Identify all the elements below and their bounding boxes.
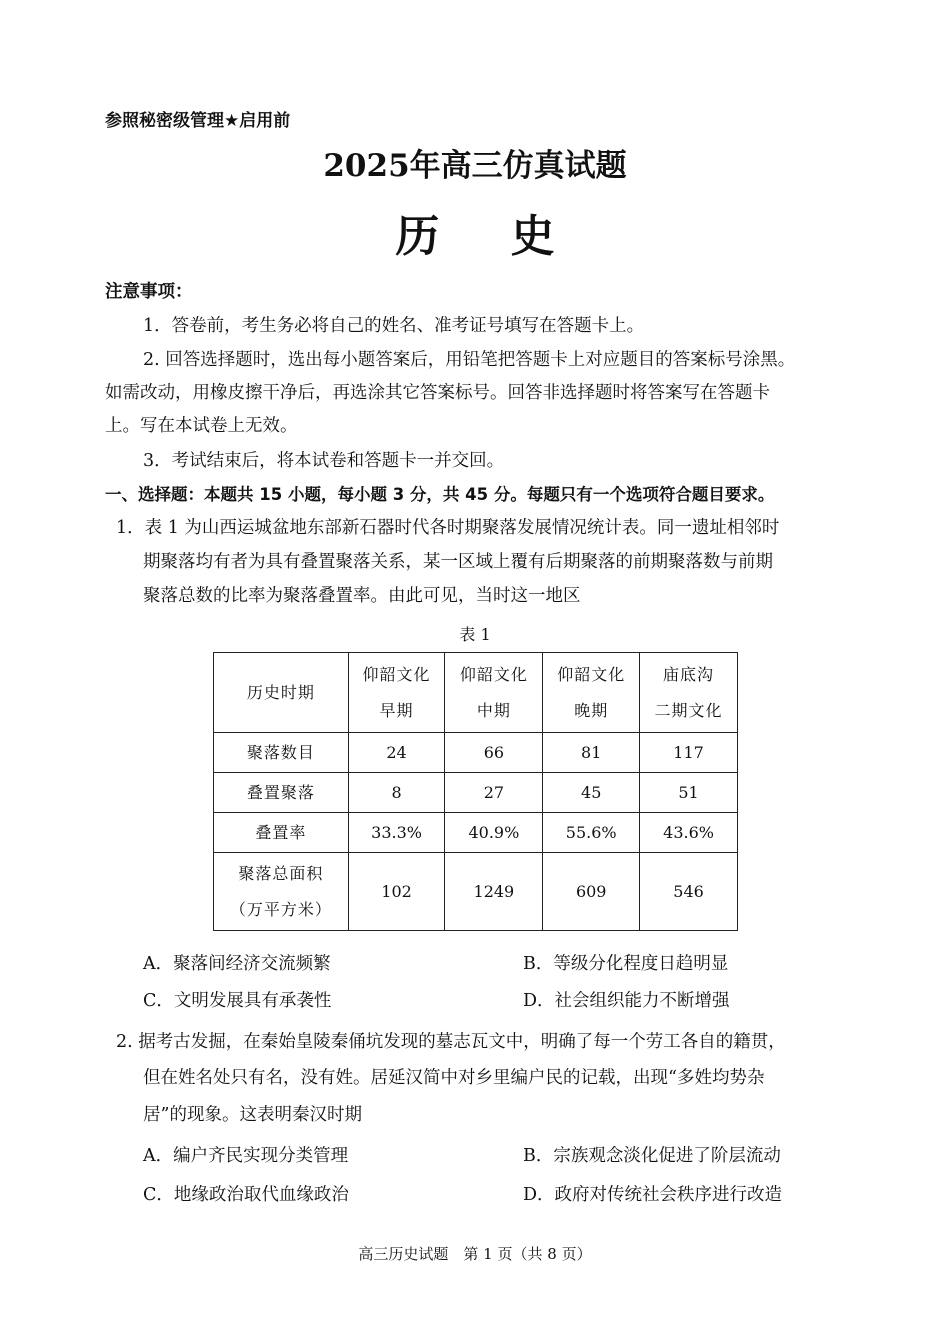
table-cell: 546 (640, 853, 738, 931)
table-cell: 43.6% (640, 813, 738, 853)
exam-title: 2025年高三仿真试题 (323, 148, 627, 184)
q2-stem-line1: 2. 据考古发掘，在秦始皇陵秦俑坑发现的墓志瓦文中，明确了每一个劳工各自的籍贯， (116, 1032, 786, 1052)
row-label: 聚落数目 (214, 733, 349, 773)
table-row (214, 773, 738, 813)
table-cell: 27 (445, 773, 543, 813)
table-cell: 81 (543, 733, 640, 773)
header-middle-yangshao: 仰韶文化 中期 (445, 653, 543, 733)
table-row (214, 853, 738, 931)
header-early-yangshao: 仰韶文化 早期 (348, 653, 445, 733)
confidentiality-label: 参照秘密级管理★启用前 (105, 111, 291, 131)
q1-option-d: D．社会组织能力不断增强 (523, 991, 730, 1011)
section-heading: 一、选择题：本题共 15 小题，每小题 3 分，共 45 分。每题只有一个选项符合题目要求。 (105, 485, 775, 504)
note-3: 3．考试结束后，将本试卷和答题卡一并交回。 (143, 451, 505, 471)
q2-option-d: D．政府对传统社会秩序进行改造 (523, 1185, 783, 1205)
header-late-yangshao: 仰韶文化 晚期 (543, 653, 640, 733)
settlement-table (213, 652, 738, 931)
note-2-line3: 上。写在本试卷上无效。 (105, 416, 298, 436)
table-row (214, 813, 738, 853)
table-cell: 117 (640, 733, 738, 773)
q1-option-b: B．等级分化程度日趋明显 (523, 954, 729, 974)
table-cell: 8 (348, 773, 445, 813)
q2-option-c: C．地缘政治取代血缘政治 (143, 1185, 349, 1205)
q2-stem-line3: 居”的现象。这表明秦汉时期 (143, 1105, 362, 1125)
table-cell: 1249 (445, 853, 543, 931)
row-label: 叠置聚落 (214, 773, 349, 813)
row-label: 叠置率 (214, 813, 349, 853)
note-1: 1．答卷前，考生务必将自己的姓名、准考证号填写在答题卡上。 (143, 316, 645, 336)
table-cell: 102 (348, 853, 445, 931)
note-2-line1: 2. 回答选择题时，选出每小题答案后，用铅笔把答题卡上对应题目的答案标号涂黑。 (143, 350, 796, 370)
q1-stem-line3: 聚落总数的比率为聚落叠置率。由此可见，当时这一地区 (143, 586, 581, 606)
table-cell: 55.6% (543, 813, 640, 853)
q2-option-b: B．宗族观念淡化促进了阶层流动 (523, 1146, 781, 1166)
q2-option-a: A．编户齐民实现分类管理 (143, 1146, 349, 1166)
page-footer: 高三历史试题 第 1 页（共 8 页） (358, 1245, 592, 1263)
table-cell: 24 (348, 733, 445, 773)
table-row (214, 733, 738, 773)
table-cell: 51 (640, 773, 738, 813)
q1-option-c: C．文明发展具有承袭性 (143, 991, 332, 1011)
notes-heading: 注意事项： (105, 282, 193, 302)
table-cell: 609 (543, 853, 640, 931)
note-2-line2: 如需改动，用橡皮擦干净后，再选涂其它答案标号。回答非选择题时将答案写在答题卡 (105, 383, 770, 403)
q1-stem-line2: 期聚落均有者为具有叠置聚落关系，某一区域上覆有后期聚落的前期聚落数与前期 (143, 552, 773, 572)
header-corner: 历史时期 (214, 653, 349, 733)
q1-option-a: A．聚落间经济交流频繁 (143, 954, 331, 974)
table-cell: 33.3% (348, 813, 445, 853)
table-cell: 45 (543, 773, 640, 813)
table-caption: 表 1 (459, 625, 491, 644)
row-label: 聚落总面积 （万平方米） (214, 853, 349, 931)
q1-stem-line1: 1．表 1 为山西运城盆地东部新石器时代各时期聚落发展情况统计表。同一遗址相邻时 (116, 518, 780, 538)
table-cell: 66 (445, 733, 543, 773)
header-miaodigou-ii: 庙底沟 二期文化 (640, 653, 738, 733)
table-cell: 40.9% (445, 813, 543, 853)
q2-stem-line2: 但在姓名处只有名，没有姓。居延汉简中对乡里编户民的记载，出现“多姓均势杂 (143, 1068, 765, 1088)
subject-title: 历 史 (395, 211, 583, 262)
table-header-row (214, 653, 738, 733)
